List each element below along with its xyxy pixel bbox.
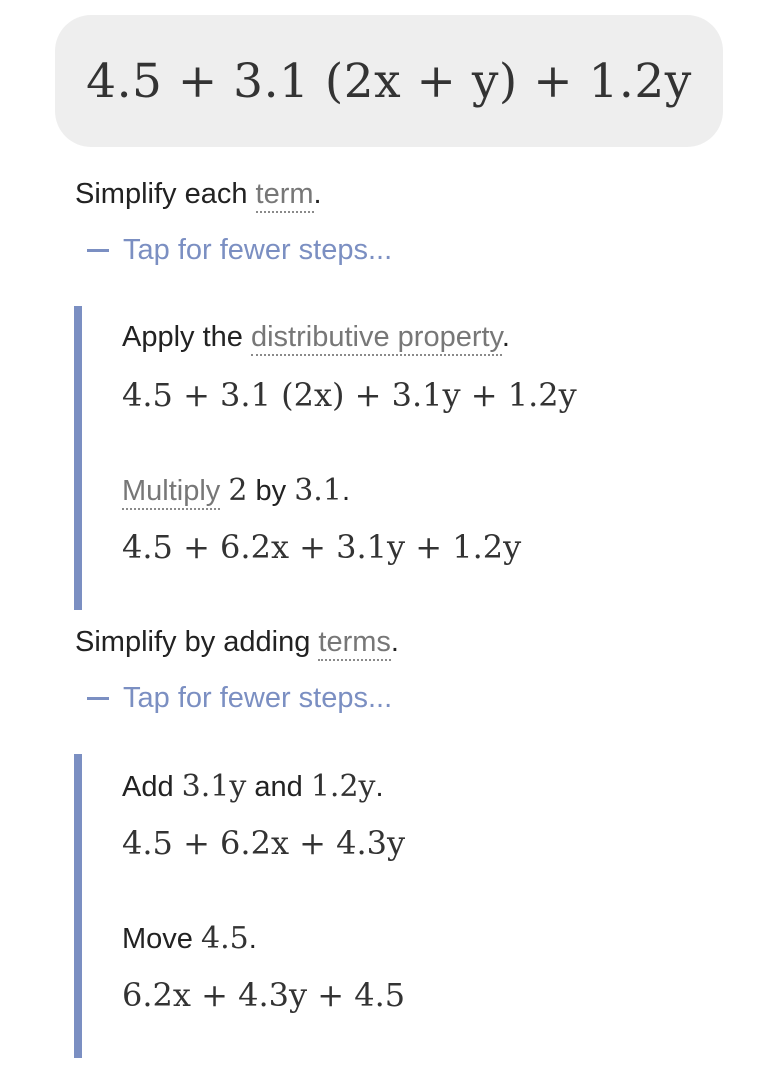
substep-3-desc-text: Add (122, 771, 182, 803)
step-1-title (75, 178, 322, 211)
substep-3-expression: 4.5 + 6.2x + 4.3y (122, 824, 406, 862)
step-2-substeps (74, 754, 722, 1058)
substep-2-math-2: 3.1 (294, 473, 342, 508)
term-link[interactable]: term (256, 178, 314, 213)
substep-1-desc-text: Apply the (122, 321, 251, 353)
step-1-toggle[interactable] (87, 234, 392, 267)
substep-2-expression: 4.5 + 6.2x + 3.1y + 1.2y (122, 528, 522, 566)
substep-3-math-2: 1.2y (310, 769, 376, 804)
step-2-text: Simplify by adding (75, 626, 319, 658)
substep-2-desc-mid: by (247, 475, 295, 507)
substep-1-desc-period: . (501, 321, 510, 353)
substep-4-desc-text: Move (122, 923, 201, 955)
step-2-period: . (390, 626, 399, 658)
step-2-toggle-label: Tap for fewer steps... (123, 682, 393, 714)
substep-4-expression: 6.2x + 4.3y + 4.5 (122, 976, 406, 1014)
multiply-link[interactable]: Multiply (122, 475, 220, 510)
problem-expression: 4.5 + 3.1 (2x + y) + 1.2y (86, 53, 692, 109)
substep-3-desc-period: . (375, 771, 384, 803)
problem-expression-box (55, 15, 723, 147)
substep-2-math-1: 2 (228, 473, 248, 508)
substep-4-desc (122, 921, 257, 956)
substep-1-desc (122, 321, 510, 354)
substep-3-math-1: 3.1y (181, 769, 247, 804)
step-1-text: Simplify each (75, 178, 256, 210)
distributive-property-link[interactable]: distributive property (251, 321, 502, 356)
minus-icon (87, 249, 109, 252)
step-1-period: . (313, 178, 322, 210)
substep-2-desc (122, 473, 350, 508)
step-2-title (75, 626, 399, 659)
minus-icon (87, 697, 109, 700)
step-1-toggle-label: Tap for fewer steps... (123, 234, 393, 266)
step-2-toggle[interactable] (87, 682, 392, 715)
substep-3-desc (122, 769, 384, 804)
substep-3-desc-mid: and (246, 771, 311, 803)
substep-2-desc-period: . (341, 475, 350, 507)
substep-4-desc-period: . (248, 923, 257, 955)
substep-4-math-1: 4.5 (200, 921, 249, 956)
step-1-substeps (74, 306, 722, 610)
substep-1-expression: 4.5 + 3.1 (2x) + 3.1y + 1.2y (122, 376, 577, 414)
terms-link[interactable]: terms (318, 626, 391, 661)
